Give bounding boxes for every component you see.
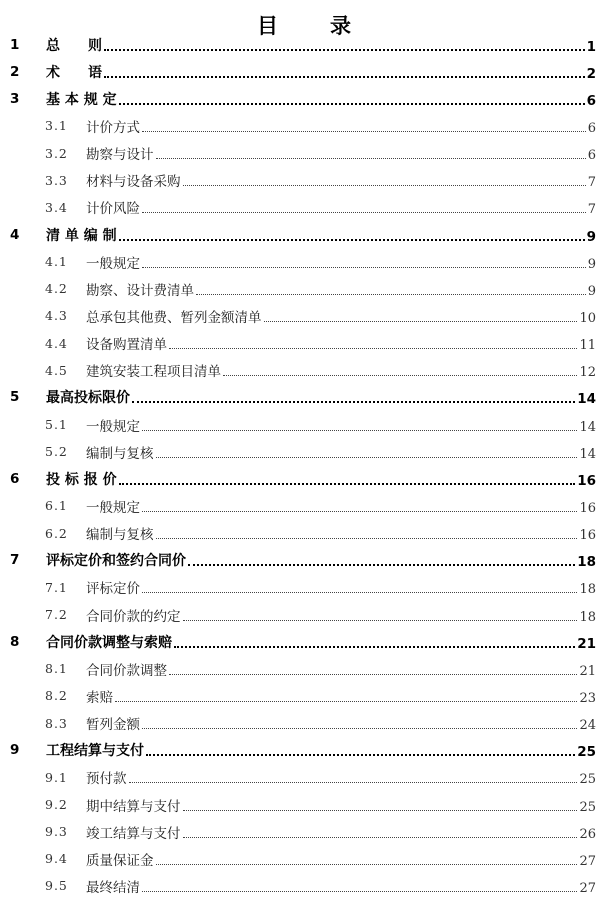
toc-chapter-entry[interactable] — [0, 31, 610, 58]
dot-leader — [104, 76, 585, 78]
toc-entry-label: 术 语 — [46, 64, 102, 81]
toc-entry-label: 投 标 报 价 — [46, 471, 117, 488]
dot-leader — [142, 728, 577, 729]
toc-chapter-entry[interactable] — [0, 85, 610, 112]
toc-entry-label: 清 单 编 制 — [46, 227, 117, 244]
toc-entry-number: 7.2 — [45, 607, 68, 623]
toc-entry-number: 9.3 — [45, 824, 68, 840]
dot-leader — [142, 592, 577, 593]
dot-leader — [132, 401, 575, 403]
toc-entry-label: 期中结算与支付 — [86, 798, 181, 815]
toc-entry-page-number: 27 — [579, 880, 596, 896]
dot-leader — [142, 212, 586, 213]
toc-entry-page-number: 10 — [579, 310, 596, 326]
toc-entry-number: 4.2 — [45, 281, 68, 297]
toc-entry-leader-line — [86, 496, 596, 516]
toc-entry-leader-line — [46, 469, 596, 489]
toc-entry-label: 编制与复核 — [86, 527, 154, 544]
toc-entry-label: 最高投标限价 — [46, 390, 130, 407]
dot-leader — [142, 430, 577, 431]
dot-leader — [156, 158, 586, 159]
toc-entry-page-number: 14 — [579, 446, 596, 462]
toc-section-entry[interactable] — [0, 330, 610, 357]
toc-entry-number: 3.3 — [45, 172, 68, 188]
dot-leader — [142, 131, 586, 132]
toc-entry-label: 索赔 — [86, 689, 113, 706]
dot-leader — [115, 701, 577, 702]
toc-entry-label: 勘察、设计费清单 — [86, 282, 194, 299]
toc-entry-leader-line — [86, 306, 596, 326]
toc-entry-page-number: 12 — [579, 365, 596, 381]
dot-leader — [183, 185, 586, 186]
toc-section-entry[interactable] — [0, 872, 610, 899]
toc-entry-label: 评标定价和签约合同价 — [46, 553, 186, 570]
dot-leader — [156, 864, 578, 865]
toc-section-entry[interactable] — [0, 112, 610, 139]
toc-entry-label: 评标定价 — [86, 581, 140, 598]
toc-entry-number: 6 — [10, 470, 20, 487]
dot-leader — [146, 754, 575, 756]
toc-entry-leader-line — [86, 442, 596, 462]
dot-leader — [183, 837, 578, 838]
toc-entry-number: 3 — [10, 90, 20, 107]
toc-title-part: 目 — [257, 14, 280, 38]
toc-entry-number: 5.1 — [45, 417, 68, 433]
toc-entry-label: 材料与设备采购 — [86, 174, 181, 191]
dot-leader — [142, 267, 586, 268]
toc-entry-page-number: 6 — [587, 120, 596, 136]
toc-entry-number: 7 — [10, 552, 20, 569]
toc-chapter-entry[interactable] — [0, 628, 610, 655]
toc-entry-leader-line — [86, 659, 596, 679]
toc-entry-number: 3.2 — [45, 145, 68, 161]
dot-leader — [183, 620, 578, 621]
toc-entry-page-number: 21 — [579, 663, 596, 679]
toc-entry-label: 编制与复核 — [86, 445, 154, 462]
toc-entry-page-number: 7 — [587, 175, 596, 191]
dot-leader — [169, 348, 577, 349]
toc-section-entry[interactable] — [0, 764, 610, 791]
dot-leader — [129, 782, 578, 783]
toc-entry-label: 一般规定 — [86, 499, 140, 516]
dot-leader — [183, 810, 578, 811]
toc-entry-page-number: 26 — [579, 826, 596, 842]
toc-entry-leader-line — [86, 333, 596, 353]
toc-entry-leader-line — [86, 577, 596, 597]
toc-entry-page-number: 18 — [579, 582, 596, 598]
toc-entry-label: 勘察与设计 — [86, 147, 154, 164]
toc-entry-leader-line — [86, 252, 596, 272]
toc-entry-leader-line — [46, 62, 596, 82]
toc-entry-number: 4.3 — [45, 308, 68, 324]
toc-entry-page-number: 2 — [586, 65, 596, 82]
toc-entry-number: 4 — [10, 226, 20, 243]
toc-chapter-entry[interactable] — [0, 384, 610, 411]
toc-entry-leader-line — [86, 767, 596, 787]
toc-entry-number: 9.1 — [45, 769, 68, 785]
toc-entry-number: 5.2 — [45, 444, 68, 460]
toc-entry-leader-line — [86, 197, 596, 217]
toc-section-entry[interactable] — [0, 601, 610, 628]
toc-entry-label: 一般规定 — [86, 255, 140, 272]
toc-section-entry[interactable] — [0, 791, 610, 818]
toc-entry-label: 竣工结算与支付 — [86, 825, 181, 842]
toc-entry-leader-line — [46, 632, 596, 652]
toc-entry-leader-line — [86, 822, 596, 842]
dot-leader — [142, 511, 577, 512]
dot-leader — [119, 483, 576, 485]
toc-entry-leader-line — [86, 876, 596, 896]
toc-entry-page-number: 9 — [587, 256, 596, 272]
toc-entry-number: 9.2 — [45, 797, 68, 812]
toc-entry-page-number: 24 — [579, 718, 596, 734]
toc-entry-leader-line — [86, 170, 596, 190]
toc-entry-page-number: 25 — [577, 744, 596, 761]
toc-entry-page-number: 9 — [586, 228, 596, 245]
toc-entry-number: 8 — [10, 633, 20, 650]
toc-entry-leader-line — [86, 849, 596, 869]
toc-entry-leader-line — [46, 387, 596, 407]
toc-entry-leader-line — [86, 523, 596, 543]
toc-chapter-entry[interactable] — [0, 547, 610, 574]
toc-section-entry[interactable] — [0, 710, 610, 737]
dot-leader — [188, 564, 575, 566]
dot-leader — [119, 239, 585, 241]
toc-section-entry[interactable] — [0, 574, 610, 601]
toc-entry-number: 6.2 — [45, 525, 68, 541]
toc-entry-number: 3.4 — [45, 199, 68, 215]
toc-entry-page-number: 25 — [579, 799, 596, 815]
toc-entry-label: 预付款 — [86, 771, 127, 788]
dot-leader — [104, 49, 585, 51]
toc-entry-leader-line — [46, 89, 596, 109]
toc-entry-leader-line — [86, 686, 596, 706]
toc-entry-number: 9.4 — [45, 851, 68, 867]
toc-entry-number: 1 — [10, 36, 20, 53]
toc-section-entry[interactable] — [0, 818, 610, 845]
toc-entry-page-number: 16 — [579, 528, 596, 544]
toc-entry-label: 计价方式 — [86, 119, 140, 136]
toc-entry-leader-line — [86, 116, 596, 136]
toc-chapter-entry[interactable] — [0, 221, 610, 248]
toc-entry-leader-line — [86, 415, 596, 435]
toc-entry-page-number: 6 — [586, 92, 596, 109]
toc-entry-page-number: 21 — [577, 635, 596, 652]
toc-entry-leader-line — [46, 225, 596, 245]
toc-entry-page-number: 7 — [587, 202, 596, 218]
toc-chapter-entry[interactable] — [0, 58, 610, 85]
toc-entry-page-number: 14 — [579, 419, 596, 435]
toc-entry-label: 建筑安装工程项目清单 — [86, 364, 221, 381]
toc-entry-number: 4.4 — [45, 335, 68, 351]
toc-entry-number: 7.1 — [45, 579, 68, 595]
toc-section-entry[interactable] — [0, 357, 610, 384]
toc-entry-number: 8.3 — [45, 715, 68, 731]
toc-section-entry[interactable] — [0, 492, 610, 519]
toc-entry-leader-line — [86, 143, 596, 163]
toc-entry-page-number: 18 — [577, 554, 596, 571]
dot-leader — [169, 674, 577, 675]
toc-entry-leader-line — [46, 740, 596, 760]
toc-entry-page-number: 16 — [577, 472, 596, 489]
toc-section-entry[interactable] — [0, 302, 610, 329]
toc-entry-number: 8.2 — [45, 688, 68, 704]
dot-leader — [156, 538, 578, 539]
toc-entry-page-number: 18 — [579, 609, 596, 625]
toc-section-entry[interactable] — [0, 682, 610, 709]
toc-entry-list — [0, 31, 610, 900]
toc-entry-label: 合同价款的约定 — [86, 608, 181, 625]
dot-leader — [174, 646, 575, 648]
toc-section-entry[interactable] — [0, 845, 610, 872]
toc-section-entry[interactable] — [0, 248, 610, 275]
toc-chapter-entry[interactable] — [0, 737, 610, 764]
toc-entry-label: 合同价款调整 — [86, 662, 167, 679]
toc-section-entry[interactable] — [0, 167, 610, 194]
dot-leader — [264, 321, 578, 322]
toc-section-entry[interactable] — [0, 411, 610, 438]
toc-entry-leader-line — [86, 279, 596, 299]
toc-entry-leader-line — [86, 713, 596, 733]
toc-section-entry[interactable] — [0, 275, 610, 302]
toc-entry-leader-line — [46, 35, 596, 55]
toc-entry-label: 工程结算与支付 — [46, 743, 144, 760]
toc-section-entry[interactable] — [0, 140, 610, 167]
toc-entry-page-number: 9 — [587, 283, 596, 299]
toc-entry-number: 8.1 — [45, 661, 68, 677]
toc-entry-number: 4.5 — [45, 362, 68, 378]
toc-entry-page-number: 25 — [579, 772, 596, 788]
toc-entry-label: 计价风险 — [86, 201, 140, 218]
toc-entry-label: 最终结清 — [86, 879, 140, 896]
toc-entry-number: 3.1 — [45, 118, 68, 134]
toc-entry-number: 6.1 — [45, 498, 68, 514]
toc-entry-page-number: 27 — [579, 853, 596, 869]
dot-leader — [223, 375, 577, 376]
toc-entry-number: 4.1 — [45, 254, 68, 270]
toc-entry-label: 基 本 规 定 — [46, 91, 117, 108]
toc-entry-page-number: 6 — [587, 148, 596, 164]
toc-entry-page-number: 14 — [577, 391, 596, 408]
toc-entry-leader-line — [46, 550, 596, 570]
toc-entry-label: 质量保证金 — [86, 852, 154, 869]
toc-entry-page-number: 1 — [586, 38, 596, 55]
dot-leader — [142, 891, 577, 892]
dot-leader — [196, 294, 586, 295]
toc-entry-number: 9.5 — [45, 878, 68, 894]
toc-entry-number: 2 — [10, 63, 20, 80]
toc-section-entry[interactable] — [0, 520, 610, 547]
toc-section-entry[interactable] — [0, 438, 610, 465]
toc-entry-label: 暂列金额 — [86, 717, 140, 734]
toc-entry-label: 合同价款调整与索赔 — [46, 634, 172, 651]
toc-section-entry[interactable] — [0, 194, 610, 221]
dot-leader — [119, 103, 585, 105]
toc-entry-leader-line — [86, 795, 596, 815]
toc-entry-leader-line — [86, 605, 596, 625]
toc-section-entry[interactable] — [0, 655, 610, 682]
toc-entry-number: 5 — [10, 389, 20, 406]
toc-entry-leader-line — [86, 360, 596, 380]
toc-entry-label: 总 则 — [46, 37, 102, 54]
toc-entry-page-number: 16 — [579, 500, 596, 516]
toc-entry-label: 设备购置清单 — [86, 337, 167, 354]
toc-title-part: 录 — [330, 14, 353, 38]
toc-entry-number: 9 — [10, 742, 20, 759]
toc-entry-page-number: 23 — [579, 690, 596, 706]
toc-entry-page-number: 11 — [579, 338, 596, 354]
toc-chapter-entry[interactable] — [0, 465, 610, 492]
dot-leader — [156, 457, 578, 458]
toc-entry-label: 总承包其他费、暂列金额清单 — [86, 309, 262, 326]
toc-entry-label: 一般规定 — [86, 418, 140, 435]
